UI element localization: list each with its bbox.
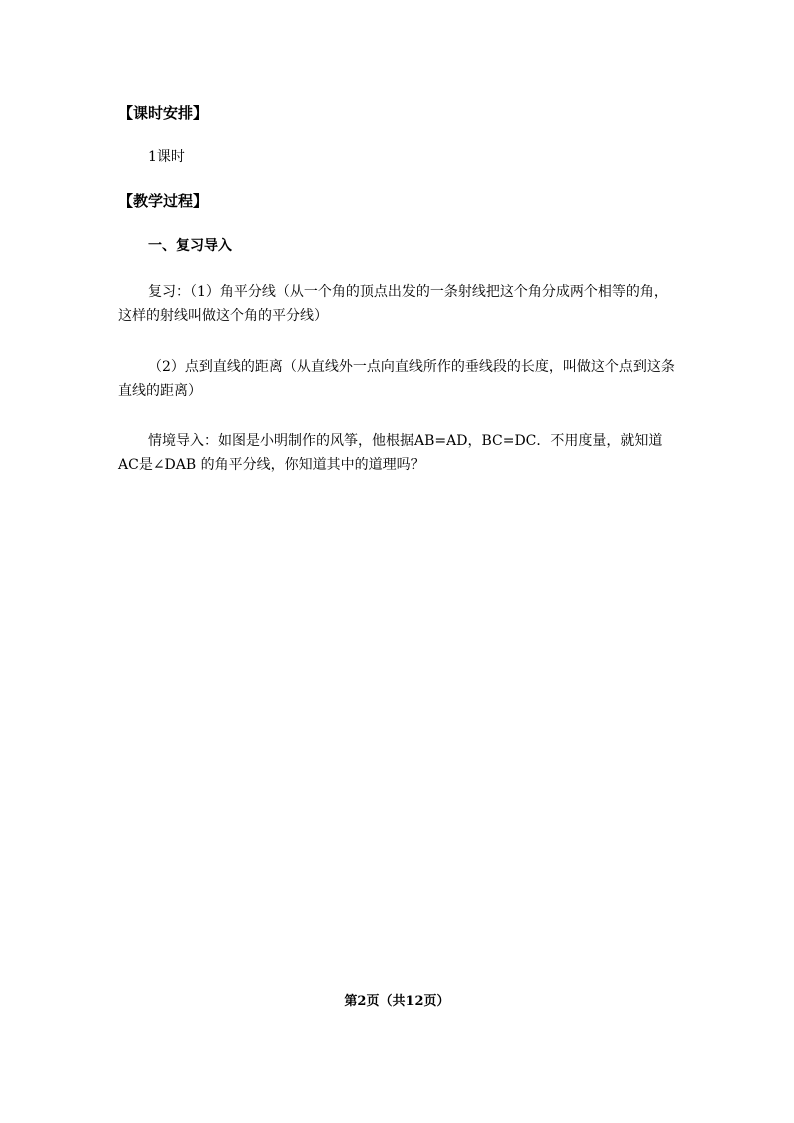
scenario-paragraph: 情境导入：如图是小明制作的风筝，他根据AB=AD，BC=DC．不用度量，就知道AC是∠DAB 的角平分线，你知道其中的道理吗？ bbox=[118, 433, 663, 473]
page-number-footer: 第2页（共12页） bbox=[344, 994, 450, 1009]
distance-paragraph: （2）点到直线的距离（从直线外一点向直线所作的垂线段的长度，叫做这个点到这条直线的距离） bbox=[118, 359, 675, 399]
schedule-text: 1课时 bbox=[148, 149, 185, 165]
review-subheading: 一、复习导入 bbox=[148, 238, 232, 254]
review-paragraph: 复习：（1）角平分线（从一个角的顶点出发的一条射线把这个角分成两个相等的角，这样的射线叫做这个角的平分线） bbox=[118, 284, 668, 324]
process-heading: 【教学过程】 bbox=[118, 192, 209, 210]
schedule-heading: 【课时安排】 bbox=[118, 104, 209, 122]
